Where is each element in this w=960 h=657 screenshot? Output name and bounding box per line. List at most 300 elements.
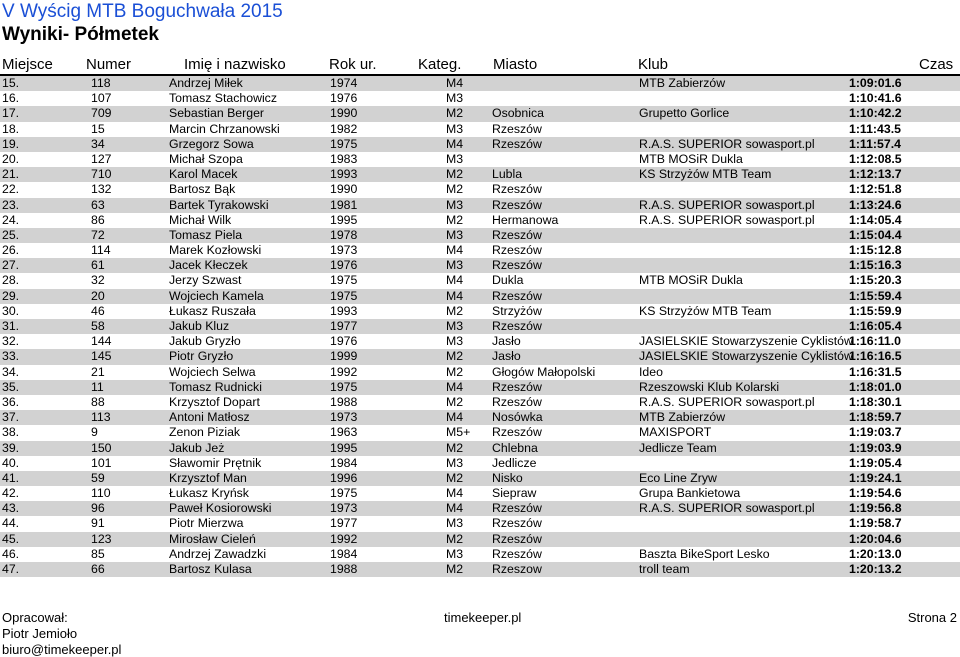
row-category: M3 [446,227,464,242]
row-category: M4 [446,243,464,258]
table-row [0,456,960,471]
table-row [0,243,960,258]
row-club: KS Strzyżów MTB Team [639,167,772,182]
table-row [0,410,960,425]
row-number: 710 [91,167,112,182]
footer-email: biuro@timekeeper.pl [2,642,122,657]
row-category: M2 [446,212,464,227]
row-year: 1975 [330,288,358,303]
row-category: M4 [446,379,464,394]
row-club: MTB MOSiR Dukla [639,151,743,166]
row-city: Rzeszów [492,227,542,242]
row-place: 42. [2,486,20,501]
row-time: 1:12:08.5 [849,151,902,166]
table-row [0,137,960,152]
row-category: M4 [446,486,464,501]
row-year: 1973 [330,501,358,516]
row-number: 107 [91,91,112,106]
row-city: Rzeszów [492,516,542,531]
row-place: 38. [2,425,20,440]
row-club: JASIELSKIE Stowarzyszenie Cyklistów [639,334,853,349]
row-year: 1984 [330,546,358,561]
header-year: Rok ur. [329,56,377,73]
header-name: Imię i nazwisko [184,56,286,73]
row-place: 23. [2,197,20,212]
row-year: 1984 [330,455,358,470]
row-number: 32 [91,273,105,288]
row-category: M4 [446,273,464,288]
row-club: MTB Zabierzów [639,76,726,90]
row-name: Wojciech Kamela [169,288,264,303]
row-year: 1963 [330,425,358,440]
row-city: Rzeszów [492,425,542,440]
row-number: 96 [91,501,105,516]
row-club: Rzeszowski Klub Kolarski [639,379,780,394]
row-city: Strzyżów [492,303,542,318]
row-time: 1:11:57.4 [849,136,901,151]
row-time: 1:18:01.0 [849,379,902,394]
row-name: Tomasz Stachowicz [169,91,277,106]
row-category: M3 [446,121,464,136]
row-time: 1:13:24.6 [849,197,902,212]
row-year: 1976 [330,91,358,106]
row-name: Grzegorz Sowa [169,136,254,151]
row-time: 1:15:59.9 [849,303,902,318]
row-place: 27. [2,258,20,273]
table-row [0,516,960,531]
header-time: Czas [919,56,954,73]
row-time: 1:16:11.0 [849,334,901,349]
table-row [0,441,960,456]
row-time: 1:19:58.7 [849,516,902,531]
table-row [0,532,960,547]
table-row [0,319,960,334]
row-place: 44. [2,516,20,531]
row-city: Nosówka [492,410,543,425]
row-name: Karol Macek [169,167,238,182]
row-club: R.A.S. SUPERIOR sowasport.pl [639,197,815,212]
row-category: M3 [446,319,464,333]
row-time: 1:09:01.6 [849,76,902,90]
row-number: 85 [91,546,105,561]
row-name: Jerzy Szwast [169,273,242,288]
header-place: Miejsce [2,56,53,73]
row-category: M2 [446,531,464,546]
row-city: Rzeszów [492,288,542,303]
table-row [0,304,960,319]
row-number: 118 [91,76,111,90]
row-year: 1975 [330,486,358,501]
row-year: 1992 [330,364,358,379]
row-place: 37. [2,410,20,425]
row-year: 1995 [330,212,358,227]
row-time: 1:19:03.9 [849,440,902,455]
row-time: 1:15:04.4 [849,227,902,242]
row-place: 35. [2,379,20,394]
table-row [0,365,960,380]
row-number: 132 [91,182,112,197]
table-row [0,562,960,577]
row-year: 1992 [330,531,358,546]
row-name: Michał Wilk [169,212,232,227]
table-row [0,501,960,516]
row-place: 34. [2,364,20,379]
row-category: M2 [446,562,464,576]
row-number: 145 [91,349,112,364]
row-city: Chlebna [492,440,538,455]
table-row [0,198,960,213]
row-club: R.A.S. SUPERIOR sowasport.pl [639,136,815,151]
header-club: Klub [638,56,669,73]
table-row [0,122,960,137]
table-row [0,486,960,501]
row-place: 31. [2,319,20,333]
row-time: 1:15:12.8 [849,243,902,258]
row-category: M2 [446,364,464,379]
row-category: M3 [446,516,464,531]
row-club: MTB MOSiR Dukla [639,273,743,288]
row-name: Krzysztof Dopart [169,394,260,409]
row-place: 26. [2,243,20,258]
row-time: 1:15:59.4 [849,288,902,303]
row-club: Grupetto Gorlice [639,106,730,121]
row-city: Głogów Małopolski [492,364,596,379]
row-year: 1982 [330,121,358,136]
row-city: Osobnica [492,106,544,121]
row-number: 58 [91,319,105,333]
row-place: 45. [2,531,20,546]
row-time: 1:19:24.1 [849,470,902,485]
table-row [0,152,960,167]
results-table [0,76,960,577]
row-year: 1993 [330,303,358,318]
row-name: Wojciech Selwa [169,364,256,379]
row-year: 1975 [330,136,358,151]
row-time: 1:18:59.7 [849,410,902,425]
row-category: M3 [446,197,464,212]
row-number: 59 [91,470,105,485]
row-year: 1977 [330,516,358,531]
row-club: R.A.S. SUPERIOR sowasport.pl [639,212,815,227]
row-category: M3 [446,258,464,273]
row-time: 1:15:20.3 [849,273,902,288]
table-row [0,334,960,349]
row-category: M2 [446,440,464,455]
row-city: Rzeszów [492,243,542,258]
row-place: 16. [2,91,20,106]
row-time: 1:11:43.5 [849,121,901,136]
row-time: 1:19:54.6 [849,486,902,501]
row-name: Tomasz Piela [169,227,243,242]
table-row [0,76,960,91]
row-time: 1:15:16.3 [849,258,902,273]
row-place: 22. [2,182,20,197]
table-row [0,182,960,197]
row-category: M3 [446,334,464,349]
row-place: 39. [2,440,20,455]
row-name: Jakub Jeż [169,440,225,455]
row-time: 1:10:41.6 [849,91,902,106]
row-city: Jedlicze [492,455,537,470]
row-name: Tomasz Rudnicki [169,379,262,394]
row-name: Andrzej Miłek [169,76,243,90]
row-name: Marcin Chrzanowski [169,121,280,136]
row-name: Łukasz Ruszała [169,303,256,318]
row-category: M2 [446,303,464,318]
row-place: 46. [2,546,20,561]
table-row [0,91,960,106]
table-row [0,213,960,228]
row-number: 11 [91,379,104,394]
row-city: Lubla [492,167,523,182]
row-number: 86 [91,212,105,227]
row-category: M2 [446,470,464,485]
row-year: 1983 [330,151,358,166]
row-time: 1:19:56.8 [849,501,902,516]
row-year: 1981 [330,197,358,212]
row-name: Bartosz Kulasa [169,562,252,576]
row-city: Rzeszów [492,394,542,409]
row-year: 1975 [330,273,358,288]
row-category: M2 [446,349,464,364]
header-city: Miasto [493,56,538,73]
row-category: M4 [446,501,464,516]
row-place: 15. [2,76,20,90]
row-name: Sławomir Prętnik [169,455,262,470]
row-name: Andrzej Zawadzki [169,546,267,561]
row-club: troll team [639,562,690,576]
row-time: 1:16:05.4 [849,319,902,333]
row-city: Rzeszów [492,258,542,273]
row-city: Rzeszow [492,562,542,576]
row-name: Michał Szopa [169,151,243,166]
table-row [0,273,960,288]
row-place: 19. [2,136,20,151]
row-number: 72 [91,227,105,242]
row-place: 47. [2,562,20,576]
row-number: 15 [91,121,105,136]
row-place: 36. [2,394,20,409]
row-year: 1995 [330,440,358,455]
table-row [0,425,960,440]
row-category: M2 [446,182,464,197]
row-place: 29. [2,288,20,303]
row-year: 1999 [330,349,358,364]
table-row [0,349,960,364]
row-club: Ideo [639,364,663,379]
row-name: Bartek Tyrakowski [169,197,269,212]
row-time: 1:19:05.4 [849,455,902,470]
row-city: Dukla [492,273,524,288]
row-number: 113 [91,410,111,425]
row-number: 9 [91,425,98,440]
row-number: 144 [91,334,112,349]
row-place: 18. [2,121,20,136]
row-year: 1973 [330,243,358,258]
page-subtitle: Wyniki- Półmetek [2,24,159,45]
row-number: 21 [91,364,105,379]
row-club: R.A.S. SUPERIOR sowasport.pl [639,501,815,516]
row-name: Piotr Mierzwa [169,516,244,531]
footer-prepared-label: Opracował: [2,610,68,625]
row-year: 1993 [330,167,358,182]
table-row [0,395,960,410]
row-name: Mirosław Cieleń [169,531,256,546]
row-year: 1976 [330,334,358,349]
row-club: MAXISPORT [639,425,712,440]
table-row [0,547,960,562]
row-name: Łukasz Kryńsk [169,486,249,501]
row-place: 17. [2,106,20,121]
row-place: 30. [2,303,20,318]
row-number: 63 [91,197,105,212]
row-year: 1990 [330,106,358,121]
row-name: Krzysztof Man [169,470,247,485]
row-category: M3 [446,455,464,470]
row-place: 24. [2,212,20,227]
row-time: 1:14:05.4 [849,212,902,227]
row-year: 1974 [330,76,358,90]
page-title: V Wyścig MTB Boguchwała 2015 [2,1,283,22]
row-place: 21. [2,167,20,182]
row-year: 1978 [330,227,358,242]
row-place: 20. [2,151,20,166]
table-row [0,380,960,395]
row-time: 1:10:42.2 [849,106,902,121]
row-city: Rzeszów [492,121,542,136]
row-year: 1988 [330,394,358,409]
row-category: M4 [446,410,464,425]
row-city: Rzeszów [492,546,542,561]
row-place: 40. [2,455,20,470]
row-category: M2 [446,394,464,409]
row-city: Rzeszów [492,197,542,212]
row-city: Rzeszów [492,319,542,333]
row-number: 91 [91,516,105,531]
row-name: Antoni Matłosz [169,410,250,425]
table-header [0,56,960,76]
row-place: 33. [2,349,20,364]
row-number: 66 [91,562,105,576]
table-row [0,289,960,304]
header-number: Numer [86,56,132,73]
row-name: Marek Kozłowski [169,243,262,258]
row-club: Baszta BikeSport Lesko [639,546,770,561]
row-city: Siepraw [492,486,537,501]
footer-author: Piotr Jemioło [2,626,78,641]
row-place: 28. [2,273,20,288]
row-time: 1:16:31.5 [849,364,902,379]
row-name: Bartosz Bąk [169,182,236,197]
row-name: Jakub Gryzło [169,334,241,349]
table-row [0,106,960,121]
row-time: 1:20:04.6 [849,531,902,546]
row-time: 1:19:03.7 [849,425,902,440]
row-category: M4 [446,288,464,303]
row-city: Hermanowa [492,212,559,227]
table-row [0,471,960,486]
row-time: 1:16:16.5 [849,349,902,364]
row-number: 34 [91,136,105,151]
row-year: 1976 [330,258,358,273]
row-city: Rzeszów [492,379,542,394]
row-club: Grupa Bankietowa [639,486,741,501]
row-number: 110 [91,486,111,501]
row-name: Paweł Kosiorowski [169,501,272,516]
row-category: M2 [446,167,464,182]
table-row [0,167,960,182]
row-name: Zenon Piziak [169,425,241,440]
row-name: Piotr Gryzło [169,349,234,364]
row-year: 1977 [330,319,358,333]
row-time: 1:12:51.8 [849,182,902,197]
row-city: Nisko [492,470,523,485]
row-number: 709 [91,106,112,121]
table-row [0,228,960,243]
row-year: 1996 [330,470,358,485]
row-name: Jacek Kłeczek [169,258,248,273]
row-time: 1:20:13.0 [849,546,902,561]
row-year: 1988 [330,562,358,576]
row-city: Jasło [492,349,521,364]
row-place: 41. [2,470,20,485]
row-time: 1:18:30.1 [849,394,902,409]
row-place: 25. [2,227,20,242]
row-club: JASIELSKIE Stowarzyszenie Cyklistów [639,349,853,364]
row-city: Rzeszów [492,531,542,546]
row-name: Sebastian Berger [169,106,265,121]
row-category: M3 [446,151,464,166]
row-number: 101 [91,455,112,470]
row-time: 1:12:13.7 [849,167,902,182]
row-number: 61 [91,258,105,273]
table-row [0,258,960,273]
row-city: Rzeszów [492,182,542,197]
row-name: Jakub Kluz [169,319,230,333]
row-category: M4 [446,76,464,90]
row-club: MTB Zabierzów [639,410,726,425]
row-number: 88 [91,394,105,409]
row-club: Jedlicze Team [639,440,717,455]
row-place: 43. [2,501,20,516]
row-year: 1975 [330,379,358,394]
row-time: 1:20:13.2 [849,562,902,576]
footer-website: timekeeper.pl [444,610,522,625]
row-number: 127 [91,151,112,166]
row-category: M3 [446,546,464,561]
row-city: Jasło [492,334,521,349]
row-city: Rzeszów [492,501,542,516]
row-year: 1973 [330,410,358,425]
row-year: 1990 [330,182,358,197]
row-club: R.A.S. SUPERIOR sowasport.pl [639,394,815,409]
row-number: 123 [91,531,112,546]
row-category: M5+ [446,425,471,440]
footer-page-number: Strona 2 [907,610,957,625]
row-place: 32. [2,334,20,349]
row-club: KS Strzyżów MTB Team [639,303,772,318]
row-category: M2 [446,106,464,121]
row-club: Eco Line Zryw [639,470,717,485]
row-category: M3 [446,91,464,106]
row-number: 20 [91,288,105,303]
row-city: Rzeszów [492,136,542,151]
row-number: 46 [91,303,105,318]
row-number: 114 [91,243,111,258]
row-category: M4 [446,136,464,151]
row-number: 150 [91,440,112,455]
header-category: Kateg. [418,56,462,73]
